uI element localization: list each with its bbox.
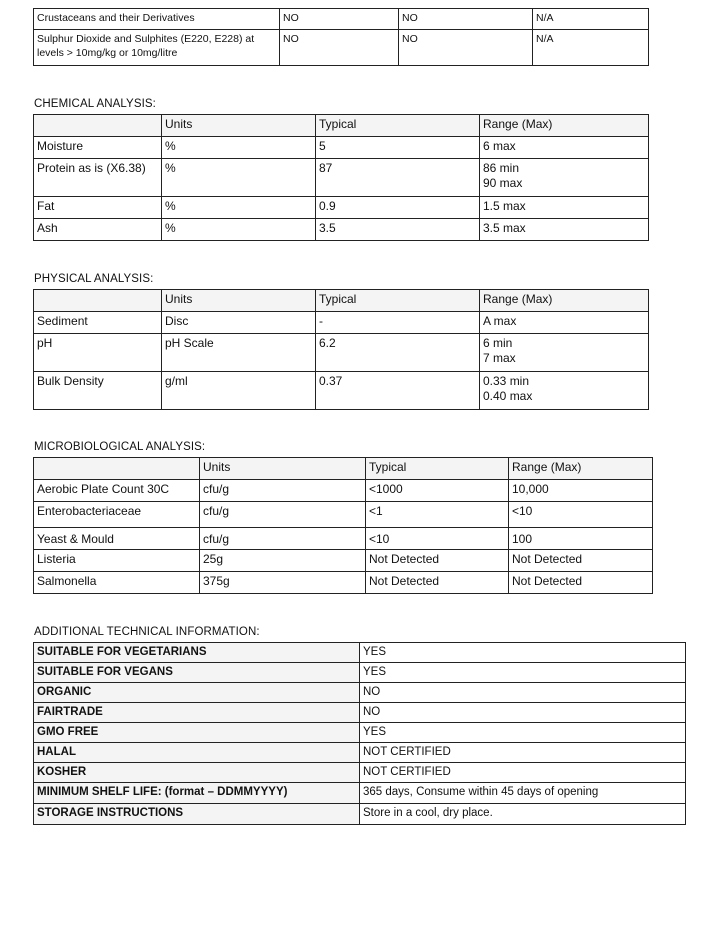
physical-analysis-title: PHYSICAL ANALYSIS: (34, 273, 154, 285)
units-cell: % (162, 219, 316, 241)
typical-cell: Not Detected (366, 572, 509, 594)
param-cell: Aerobic Plate Count 30C (34, 480, 200, 502)
table-row (34, 219, 649, 241)
microbiological-analysis-table (33, 457, 653, 594)
info-label: MINIMUM SHELF LIFE: (format – DDMMYYYY) (34, 783, 360, 804)
allergen-name: Crustaceans and their Derivatives (34, 9, 280, 30)
header-cell: Typical (316, 115, 480, 137)
range-cell: 3.5 max (480, 219, 649, 241)
additional-info-table (33, 642, 686, 825)
table-row (34, 9, 649, 30)
header-cell: Typical (316, 290, 480, 312)
chemical-analysis-table (33, 114, 649, 241)
physical-analysis-table (33, 289, 649, 410)
header-cell: Range (Max) (480, 290, 649, 312)
units-cell: % (162, 159, 316, 197)
header-cell: Units (162, 290, 316, 312)
table-row (34, 550, 653, 572)
units-cell: cfu/g (200, 528, 366, 550)
range-cell: 10,000 (509, 480, 653, 502)
range-cell: Not Detected (509, 572, 653, 594)
info-value: YES (360, 723, 686, 743)
param-cell: Enterobacteriaceae (34, 502, 200, 528)
param-cell: pH (34, 334, 162, 372)
typical-cell: <10 (366, 528, 509, 550)
header-cell: Units (200, 458, 366, 480)
typical-cell: 3.5 (316, 219, 480, 241)
info-value: Store in a cool, dry place. (360, 804, 686, 825)
table-header-row (34, 458, 653, 480)
table-row (34, 528, 653, 550)
range-cell: A max (480, 312, 649, 334)
typical-cell: 6.2 (316, 334, 480, 372)
param-cell: Yeast & Mould (34, 528, 200, 550)
header-cell: Units (162, 115, 316, 137)
range-cell: 0.33 min 0.40 max (480, 372, 649, 410)
info-value: NOT CERTIFIED (360, 763, 686, 783)
units-cell: g/ml (162, 372, 316, 410)
additional-info-title: ADDITIONAL TECHNICAL INFORMATION: (34, 626, 260, 638)
table-row (34, 30, 649, 66)
range-cell: Not Detected (509, 550, 653, 572)
info-label: SUITABLE FOR VEGETARIANS (34, 643, 360, 663)
info-value: 365 days, Consume within 45 days of opening (360, 783, 686, 804)
allergen-value: NO (399, 30, 533, 66)
units-cell: pH Scale (162, 334, 316, 372)
info-label: GMO FREE (34, 723, 360, 743)
header-cell (34, 115, 162, 137)
param-cell: Salmonella (34, 572, 200, 594)
table-row (34, 480, 653, 502)
allergen-value: N/A (533, 30, 649, 66)
param-cell: Fat (34, 197, 162, 219)
info-label: STORAGE INSTRUCTIONS (34, 804, 360, 825)
table-row (34, 783, 686, 804)
info-label: HALAL (34, 743, 360, 763)
units-cell: 25g (200, 550, 366, 572)
table-row (34, 572, 653, 594)
param-cell: Ash (34, 219, 162, 241)
header-cell: Range (Max) (509, 458, 653, 480)
param-cell: Bulk Density (34, 372, 162, 410)
header-cell (34, 458, 200, 480)
chemical-analysis-title: CHEMICAL ANALYSIS: (34, 98, 156, 110)
range-cell: <10 (509, 502, 653, 528)
range-cell: 100 (509, 528, 653, 550)
units-cell: % (162, 197, 316, 219)
table-header-row (34, 115, 649, 137)
allergen-name: Sulphur Dioxide and Sulphites (E220, E228) at levels > 10mg/kg or 10mg/litre (34, 30, 280, 66)
table-row (34, 663, 686, 683)
header-cell (34, 290, 162, 312)
allergen-value: NO (280, 30, 399, 66)
range-cell: 86 min 90 max (480, 159, 649, 197)
header-cell: Typical (366, 458, 509, 480)
range-cell: 1.5 max (480, 197, 649, 219)
units-cell: Disc (162, 312, 316, 334)
allergen-table (33, 8, 649, 66)
table-row (34, 703, 686, 723)
info-label: SUITABLE FOR VEGANS (34, 663, 360, 683)
param-cell: Sediment (34, 312, 162, 334)
table-row (34, 763, 686, 783)
info-label: FAIRTRADE (34, 703, 360, 723)
info-label: ORGANIC (34, 683, 360, 703)
info-value: YES (360, 643, 686, 663)
info-label: KOSHER (34, 763, 360, 783)
table-header-row (34, 290, 649, 312)
allergen-value: N/A (533, 9, 649, 30)
info-value: YES (360, 663, 686, 683)
typical-cell: 0.37 (316, 372, 480, 410)
header-cell: Range (Max) (480, 115, 649, 137)
table-row (34, 643, 686, 663)
typical-cell: - (316, 312, 480, 334)
typical-cell: <1 (366, 502, 509, 528)
typical-cell: <1000 (366, 480, 509, 502)
typical-cell: 5 (316, 137, 480, 159)
table-row (34, 502, 653, 528)
typical-cell: Not Detected (366, 550, 509, 572)
table-row (34, 804, 686, 825)
table-row (34, 312, 649, 334)
table-row (34, 683, 686, 703)
info-value: NOT CERTIFIED (360, 743, 686, 763)
allergen-value: NO (280, 9, 399, 30)
table-row (34, 723, 686, 743)
units-cell: cfu/g (200, 480, 366, 502)
microbiological-analysis-title: MICROBIOLOGICAL ANALYSIS: (34, 441, 206, 453)
table-row (34, 159, 649, 197)
table-row (34, 372, 649, 410)
typical-cell: 0.9 (316, 197, 480, 219)
info-value: NO (360, 703, 686, 723)
range-cell: 6 max (480, 137, 649, 159)
units-cell: 375g (200, 572, 366, 594)
param-cell: Protein as is (X6.38) (34, 159, 162, 197)
allergen-value: NO (399, 9, 533, 30)
range-cell: 6 min 7 max (480, 334, 649, 372)
units-cell: % (162, 137, 316, 159)
table-row (34, 334, 649, 372)
info-value: NO (360, 683, 686, 703)
param-cell: Moisture (34, 137, 162, 159)
typical-cell: 87 (316, 159, 480, 197)
table-row (34, 137, 649, 159)
table-row (34, 197, 649, 219)
units-cell: cfu/g (200, 502, 366, 528)
table-row (34, 743, 686, 763)
param-cell: Listeria (34, 550, 200, 572)
